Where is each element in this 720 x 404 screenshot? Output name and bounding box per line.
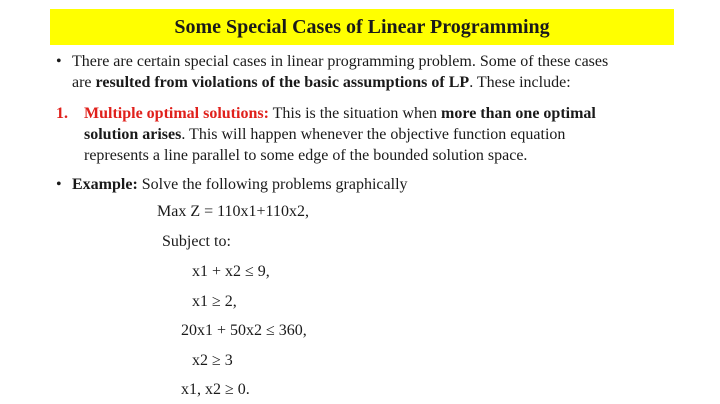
intro-line-2-post: . These include: [469, 74, 571, 91]
intro-line-2-bold: resulted from violations of the basic assumptions of LP [95, 74, 470, 91]
non-negativity-constraint: x1, x2 ≥ 0. [181, 381, 250, 398]
intro-line-1: There are certain special cases in linear programming problem. Some of these cases [72, 53, 609, 70]
bullet-icon: • [56, 176, 62, 193]
bullet-icon: • [56, 53, 62, 70]
slide-title-bar [50, 9, 674, 45]
intro-line-2-pre: are [72, 74, 96, 91]
example-paragraph [56, 174, 696, 195]
example-label: Example: [72, 176, 138, 193]
item-multiple-optimal [56, 103, 696, 166]
slide-title: Some Special Cases of Linear Programming [174, 15, 550, 38]
item-line-2-bold: solution arises [84, 126, 182, 143]
constraint-3: 20x1 + 50x2 ≤ 360, [181, 322, 307, 339]
constraint-1: x1 + x2 ≤ 9, [192, 263, 270, 280]
constraint-2: x1 ≥ 2, [192, 293, 237, 310]
item-heading: Multiple optimal solutions: [84, 105, 269, 122]
subject-to-label: Subject to: [162, 233, 231, 250]
example-text: Solve the following problems graphically [137, 176, 408, 193]
objective-function: Max Z = 110x1+110x2, [157, 203, 309, 220]
item-line-3: represents a line parallel to some edge of the bounded solution space. [84, 147, 528, 164]
item-number: 1. [56, 105, 68, 122]
constraint-4: x2 ≥ 3 [192, 352, 233, 369]
item-line-1-pre: This is the situation when [268, 105, 442, 122]
item-line-1-bold: more than one optimal [441, 105, 596, 122]
intro-paragraph [56, 51, 696, 93]
item-line-2-post: . This will happen whenever the objective function equation [181, 126, 566, 143]
